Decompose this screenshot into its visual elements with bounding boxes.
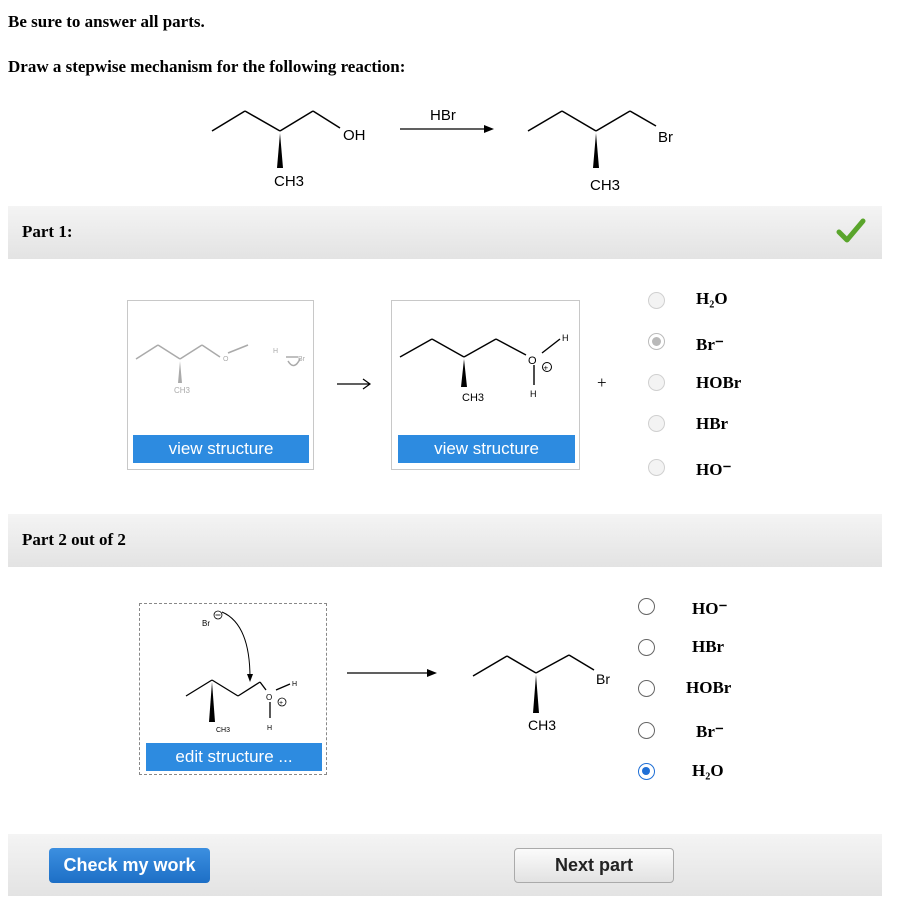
next-part-button[interactable]: Next part: [514, 848, 674, 883]
part2-left-molecule: [140, 604, 326, 744]
part2-radio-ho-minus[interactable]: [638, 598, 655, 615]
part2-option-hbr: HBr: [692, 637, 725, 656]
part2-product-br: Br: [596, 671, 610, 687]
part2-reaction-arrow: [345, 666, 440, 680]
reactant-skeleton: [212, 111, 340, 131]
part1-radio-br-minus[interactable]: [648, 333, 665, 350]
part2-radio-hobr[interactable]: [638, 680, 655, 697]
part2-structure-editor[interactable]: [139, 603, 327, 775]
part2-product-molecule: [470, 640, 630, 740]
product-br-label: Br: [658, 129, 673, 146]
svg-text:O: O: [528, 355, 537, 367]
part2-radio-hbr[interactable]: [638, 639, 655, 656]
svg-text:Br: Br: [202, 619, 210, 628]
part1-option-hbr: HBr: [696, 414, 729, 433]
svg-text:+: +: [543, 363, 549, 373]
svg-text:+: +: [279, 700, 284, 707]
part1-right-molecule: [392, 301, 579, 431]
part1-radio-h2o[interactable]: [648, 292, 665, 309]
part2-title: Part 2 out of 2: [22, 530, 126, 549]
part1-structure-left: [127, 300, 314, 470]
part1-radio-hbr[interactable]: [648, 415, 665, 432]
svg-text:H: H: [273, 348, 279, 355]
part1-left-view-structure-button[interactable]: view structure: [133, 435, 309, 463]
part2-header: [8, 514, 882, 567]
svg-text:H: H: [562, 333, 569, 343]
part1-plus-sign: +: [597, 373, 607, 392]
instruction-draw-mechanism: Draw a stepwise mechanism for the following reaction:: [8, 57, 406, 76]
part1-title: Part 1:: [22, 222, 73, 241]
part1-right-view-structure-button[interactable]: view structure: [398, 435, 575, 463]
part2-radio-h2o[interactable]: [638, 763, 655, 780]
part2-option-hobr: HOBr: [686, 678, 732, 697]
svg-text:O: O: [266, 693, 273, 702]
svg-text:Br: Br: [298, 356, 305, 363]
part1-left-methyl: CH3: [174, 386, 191, 395]
part1-right-methyl: CH3: [462, 392, 485, 404]
part1-option-h2o: H₂O: [696, 289, 728, 308]
product-skeleton: [528, 111, 656, 131]
reactant-oh-label: OH: [343, 127, 366, 144]
part2-option-ho-minus: HO⁻: [692, 599, 728, 618]
svg-text:O: O: [223, 356, 229, 363]
part1-option-br-minus: Br⁻: [696, 335, 724, 354]
reactant-methyl-label: CH3: [274, 173, 305, 190]
part1-option-hobr: HOBr: [696, 373, 742, 392]
reagent-label: HBr: [430, 107, 456, 124]
part2-product-methyl: CH3: [528, 717, 557, 733]
part1-header: [8, 206, 882, 259]
part1-option-ho-minus: HO⁻: [696, 460, 732, 479]
part1-left-molecule: [128, 301, 313, 431]
part2-option-br-minus: Br⁻: [696, 722, 724, 741]
svg-text:H: H: [530, 389, 537, 399]
part1-radio-hobr[interactable]: [648, 374, 665, 391]
check-my-work-button[interactable]: Check my work: [49, 848, 210, 883]
part1-structure-right: [391, 300, 580, 470]
part1-radio-ho-minus[interactable]: [648, 459, 665, 476]
check-icon: [836, 218, 866, 244]
product-methyl-label: CH3: [590, 177, 621, 194]
svg-text:H: H: [267, 725, 273, 732]
instruction-answer-all: Be sure to answer all parts.: [8, 12, 205, 31]
part1-reaction-arrow: [335, 376, 375, 392]
reactant-wedge-bond: [277, 133, 283, 168]
part2-radio-br-minus[interactable]: [638, 722, 655, 739]
part2-left-methyl: CH3: [216, 727, 231, 734]
overall-reaction: [200, 100, 700, 200]
product-wedge-bond: [593, 133, 599, 168]
part2-option-h2o: H₂O: [692, 761, 724, 780]
svg-text:H: H: [292, 681, 298, 688]
part2-edit-structure-button[interactable]: edit structure ...: [146, 743, 322, 771]
